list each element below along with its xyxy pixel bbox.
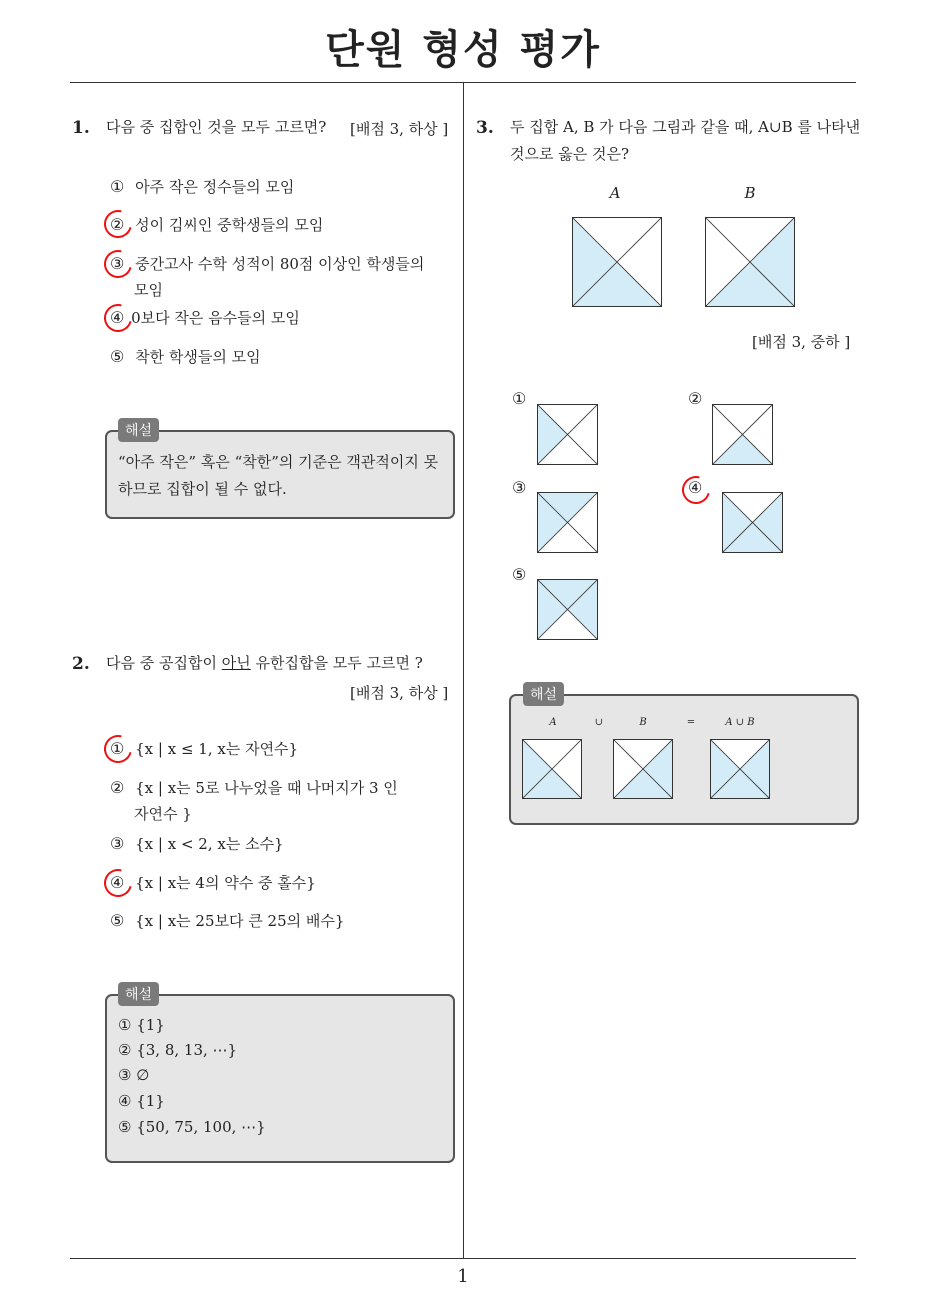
q3-option-5-mark[interactable]: ⑤ bbox=[512, 565, 527, 584]
answer-circle bbox=[677, 471, 715, 509]
option-mark: ④ bbox=[110, 873, 125, 892]
q2-explanation-tag: 해설 bbox=[118, 982, 159, 1006]
q1-points: [배점 3, 하상 ] bbox=[350, 120, 449, 138]
q2-text-b: 유한집합을 모두 고르면 ? bbox=[250, 654, 423, 672]
option-text: 중간고사 수학 성적이 80점 이상인 학생들의 bbox=[135, 255, 425, 273]
explain-label-equals: = bbox=[686, 717, 696, 728]
q2-option-4[interactable] bbox=[110, 870, 316, 896]
explain-label-result: A ∪ B bbox=[725, 717, 755, 728]
q2-option-3[interactable] bbox=[110, 831, 284, 857]
q1-option-3-cont: 모임 bbox=[134, 281, 163, 299]
option-mark: ② bbox=[110, 778, 125, 797]
option-text: 0보다 작은 음수들의 모임 bbox=[131, 309, 300, 327]
option-mark: ③ bbox=[110, 254, 125, 273]
q3-text-line2: 것으로 옳은 것은? bbox=[510, 145, 630, 163]
q1-option-5[interactable] bbox=[110, 344, 261, 370]
q2-text-underline: 아닌 bbox=[221, 654, 251, 672]
set-a-diagram bbox=[572, 217, 662, 307]
q2-number: 2. bbox=[72, 654, 90, 674]
q2-option-2-cont: 자연수 } bbox=[134, 805, 192, 823]
option-mark: ⑤ bbox=[110, 911, 125, 930]
q1-explanation-line: 하므로 집합이 될 수 없다. bbox=[118, 480, 287, 498]
page-title: 단원 형성 평가 bbox=[325, 27, 601, 73]
option-text: {x | x는 5로 나누었을 때 나머지가 3 인 bbox=[135, 779, 398, 797]
q2-points: [배점 3, 하상 ] bbox=[350, 684, 449, 702]
q3-option-5-diagram[interactable] bbox=[537, 579, 598, 640]
q3-explanation-tag: 해설 bbox=[523, 682, 564, 706]
q3-option-1-diagram[interactable] bbox=[537, 404, 598, 465]
q1-explanation-tag: 해설 bbox=[118, 418, 159, 442]
q1-option-3[interactable] bbox=[110, 251, 424, 277]
option-text: 아주 작은 정수들의 모임 bbox=[135, 178, 295, 196]
q2-explanation-line: ② {3, 8, 13, ⋯} bbox=[118, 1041, 238, 1059]
set-b-diagram bbox=[705, 217, 795, 307]
option-text: {x | x < 2, x는 소수} bbox=[135, 835, 284, 853]
q2-explanation-line: ③ ∅ bbox=[118, 1066, 150, 1084]
set-b-label: B bbox=[744, 184, 756, 202]
q3-option-4-diagram[interactable] bbox=[722, 492, 783, 553]
q3-option-1-mark[interactable]: ① bbox=[512, 389, 527, 408]
page-number: 1 bbox=[457, 1266, 469, 1287]
explain-label-a: A bbox=[549, 717, 557, 728]
option-mark: ① bbox=[110, 177, 125, 196]
q2-option-1[interactable] bbox=[110, 736, 298, 762]
q1-option-2[interactable] bbox=[110, 212, 323, 238]
footer-rule bbox=[70, 1258, 856, 1259]
q2-text bbox=[106, 650, 423, 677]
option-text: {x | x ≤ 1, x는 자연수} bbox=[135, 740, 299, 758]
q1-option-4[interactable] bbox=[110, 305, 300, 331]
q3-points: [배점 3, 중하 ] bbox=[752, 333, 851, 351]
option-text: {x | x는 4의 약수 중 홀수} bbox=[135, 874, 316, 892]
option-text: 성이 김씨인 중학생들의 모임 bbox=[135, 216, 324, 234]
q2-explanation-line: ① {1} bbox=[118, 1016, 165, 1034]
explain-set-a-diagram bbox=[522, 739, 582, 799]
q2-text-a: 다음 중 공집합이 bbox=[106, 654, 222, 672]
option-text: {x | x는 25보다 큰 25의 배수} bbox=[135, 912, 345, 930]
q3-option-4-mark[interactable]: ④ bbox=[688, 478, 703, 497]
option-mark: ④ bbox=[110, 308, 125, 327]
q3-option-2-mark[interactable]: ② bbox=[688, 389, 703, 408]
column-divider bbox=[463, 83, 464, 1258]
q3-option-3-diagram[interactable] bbox=[537, 492, 598, 553]
option-mark: ① bbox=[110, 739, 125, 758]
q3-text-line1: 두 집합 A, B 가 다음 그림과 같을 때, A∪B 를 나타낸 bbox=[510, 118, 861, 136]
q1-explanation-line: “아주 작은” 혹은 “착한”의 기준은 객관적이지 못 bbox=[118, 453, 439, 471]
option-text: 착한 학생들의 모임 bbox=[135, 348, 261, 366]
explain-label-b: B bbox=[639, 717, 647, 728]
q1-option-1[interactable] bbox=[110, 174, 294, 200]
q1-text: 다음 중 집합인 것을 모두 고르면? bbox=[106, 118, 327, 136]
explain-set-b-diagram bbox=[613, 739, 673, 799]
q2-explanation-line: ⑤ {50, 75, 100, ⋯} bbox=[118, 1118, 266, 1136]
q2-explanation-line: ④ {1} bbox=[118, 1092, 165, 1110]
q3-option-3-mark[interactable]: ③ bbox=[512, 478, 527, 497]
explain-label-union: ∪ bbox=[594, 717, 604, 728]
option-mark: ② bbox=[110, 215, 125, 234]
q3-option-2-diagram[interactable] bbox=[712, 404, 773, 465]
q2-option-2[interactable] bbox=[110, 775, 398, 801]
explain-union-diagram bbox=[710, 739, 770, 799]
q1-number: 1. bbox=[72, 118, 90, 138]
option-mark: ⑤ bbox=[110, 347, 125, 366]
set-a-label: A bbox=[609, 184, 621, 202]
option-mark: ③ bbox=[110, 834, 125, 853]
q3-number: 3. bbox=[476, 118, 494, 138]
q2-option-5[interactable] bbox=[110, 908, 344, 934]
